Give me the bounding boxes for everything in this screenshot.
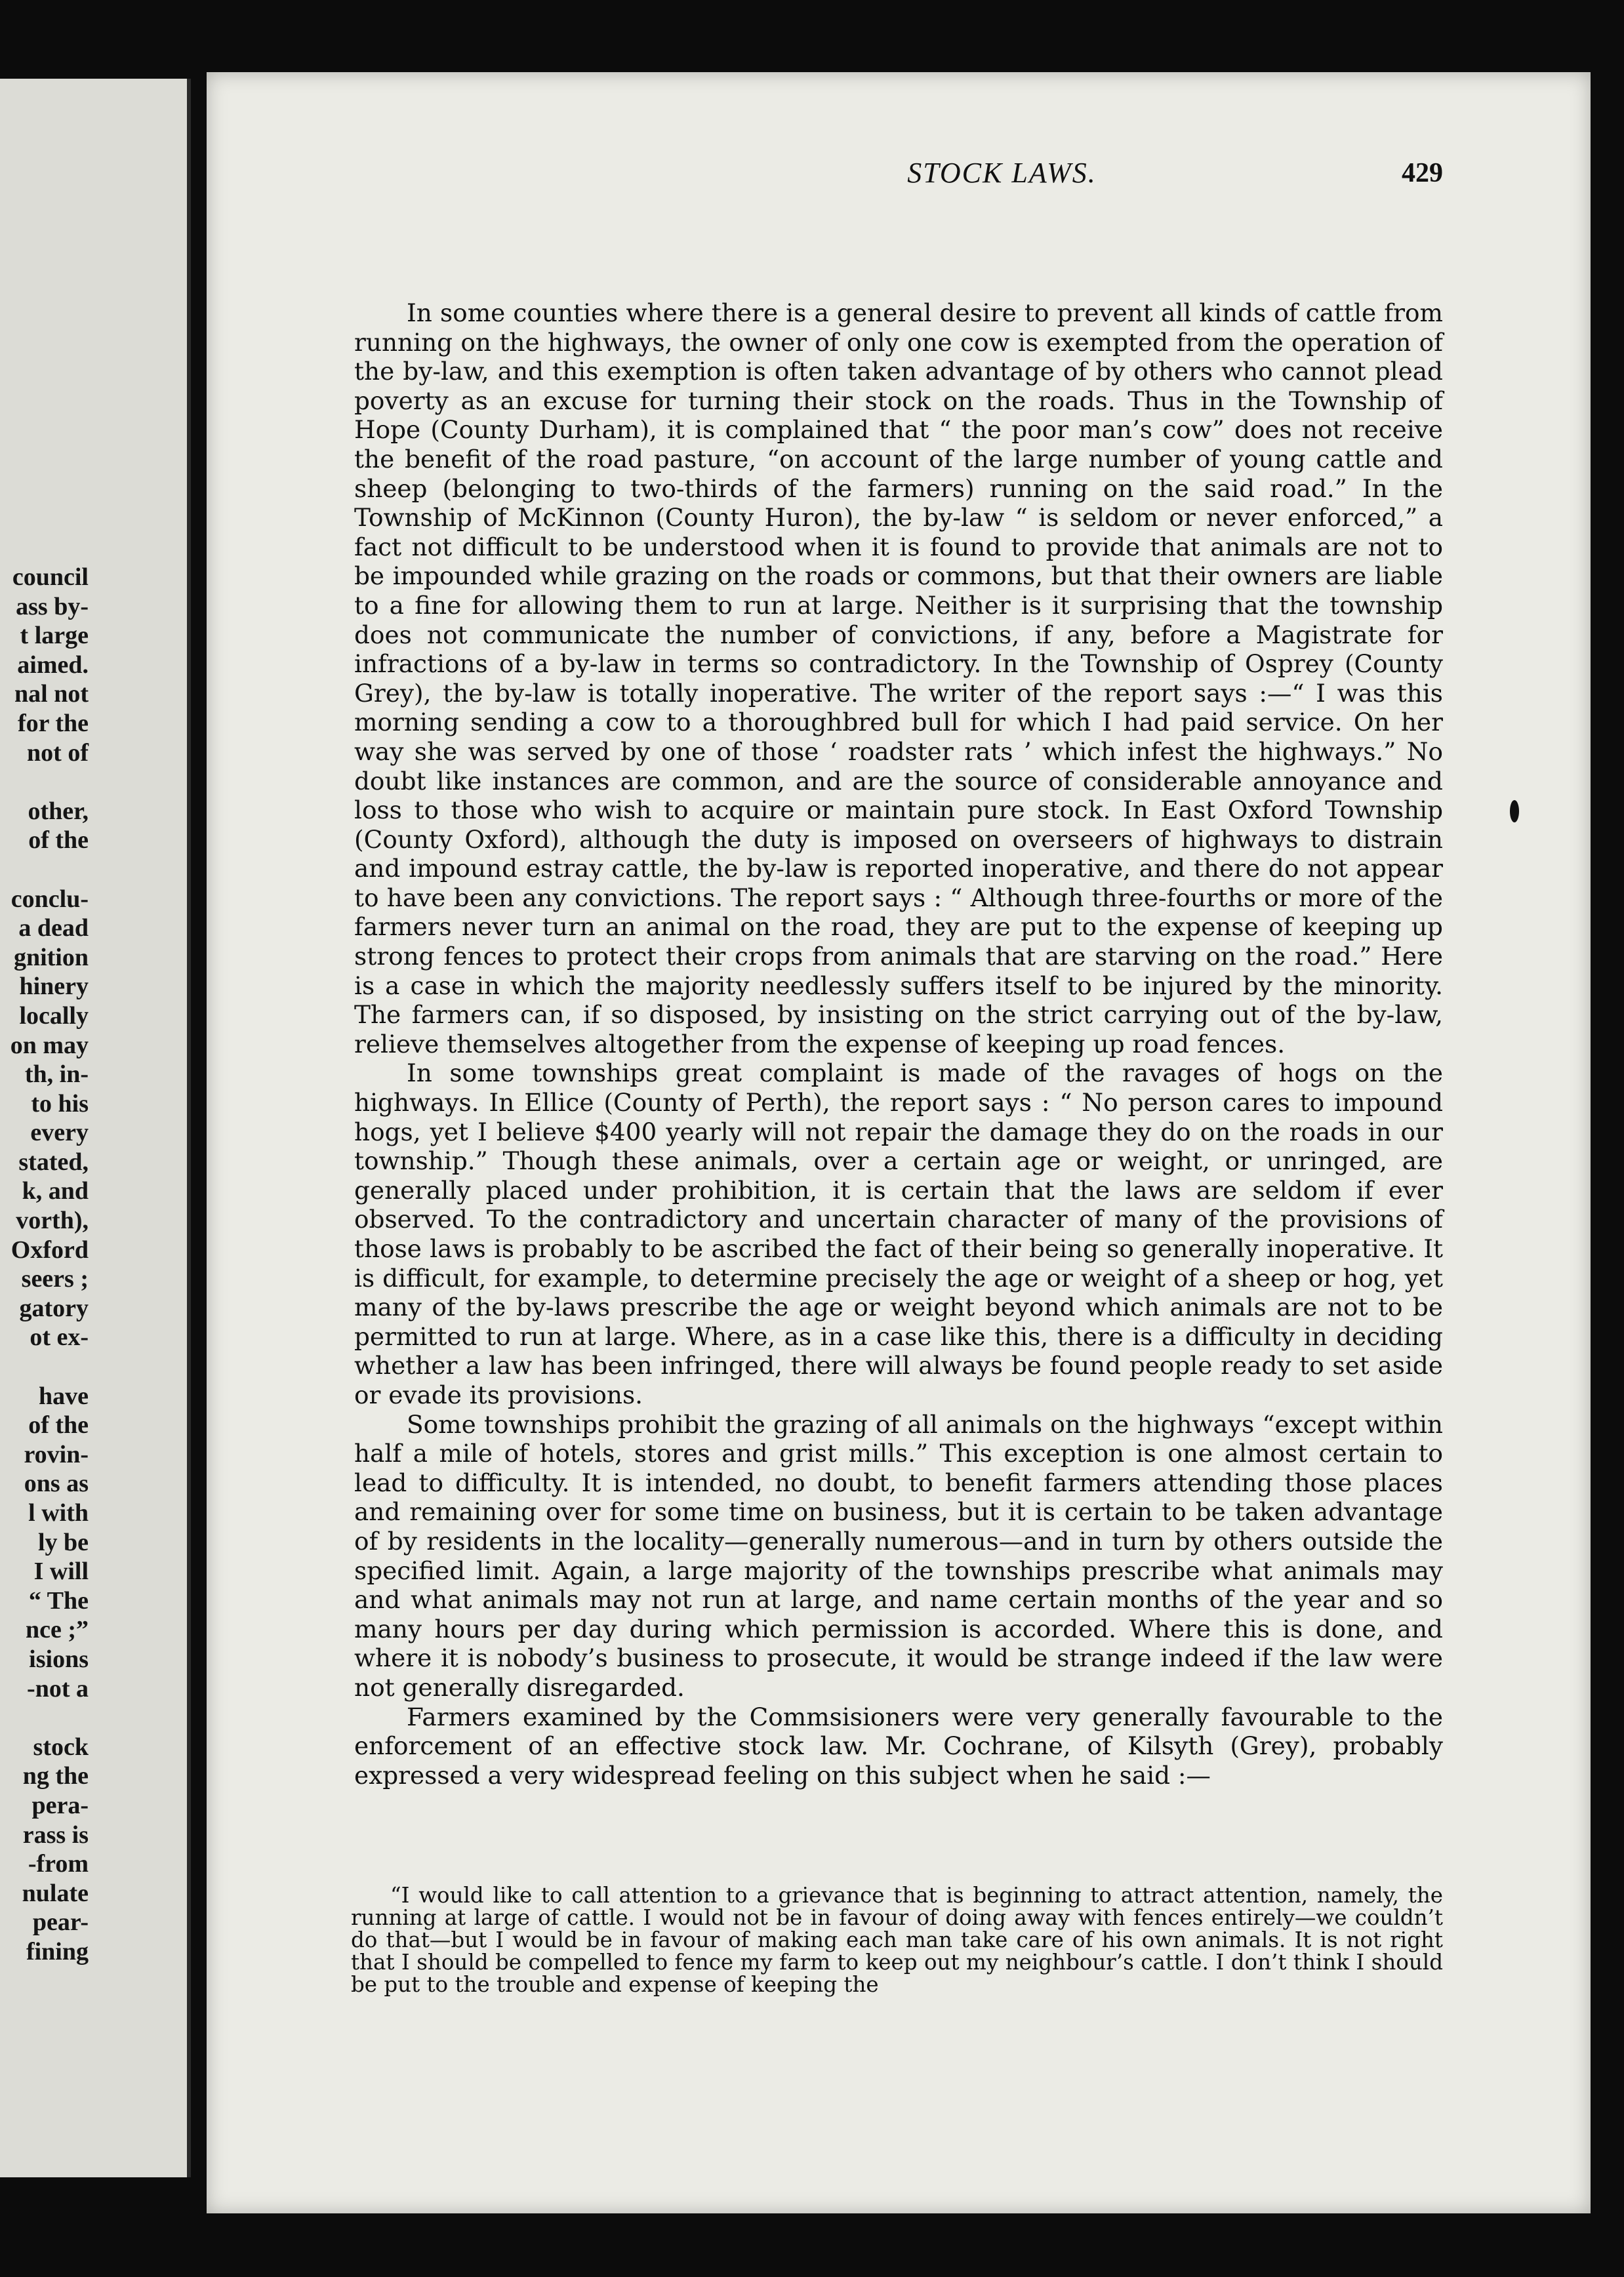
left-line: for the bbox=[18, 709, 89, 737]
left-line: aimed. bbox=[17, 651, 89, 679]
left-line: fining bbox=[26, 1937, 89, 1965]
left-line: ng the bbox=[22, 1762, 89, 1790]
paragraph: Farmers examined by the Commsisioners were very generally favourable to the enforcement of an effective stock law. Mr. Cochrane, of Kilsyth (Grey), probably expressed a very widespread feeling on this subject when he said :— bbox=[354, 1702, 1443, 1790]
left-line: I will bbox=[33, 1558, 89, 1586]
left-line: have bbox=[39, 1382, 89, 1410]
quote-text: “I would like to call attention to a grievance that is beginning to attract attention, namely, the running at large of cattle. I would not be in favour of doing away with fences entirely—we couldn’t do that—but I would be in favour of making each man take care of his own animals. It is not right that I should be compelled to fence my farm to keep out my neighbour’s cattle. I don’t think I should be put to the trouble and expense of keeping the bbox=[351, 1883, 1443, 1997]
left-page-fragment bbox=[0, 79, 191, 2177]
left-line: “ The bbox=[28, 1586, 89, 1615]
left-line: on may bbox=[10, 1031, 89, 1059]
left-line bbox=[0, 1352, 89, 1382]
left-page-text bbox=[0, 79, 89, 1967]
left-line: t large bbox=[20, 622, 89, 650]
block-quote bbox=[351, 1884, 1443, 1996]
left-line: hinery bbox=[19, 973, 89, 1001]
left-line bbox=[0, 1703, 89, 1733]
left-line bbox=[0, 855, 89, 885]
left-line: conclu- bbox=[10, 885, 89, 913]
left-line: -from bbox=[28, 1850, 89, 1878]
left-line: gatory bbox=[19, 1294, 89, 1322]
left-line: gnition bbox=[13, 943, 89, 971]
left-line: Oxford bbox=[10, 1236, 89, 1264]
left-line: rovin- bbox=[24, 1440, 89, 1468]
left-line: of the bbox=[28, 1411, 89, 1440]
left-line: locally bbox=[19, 1001, 89, 1030]
left-line: ot ex- bbox=[30, 1323, 89, 1352]
left-line: ass by- bbox=[16, 592, 89, 620]
left-line: to his bbox=[31, 1089, 89, 1118]
left-line: nal not bbox=[14, 680, 89, 708]
left-line: pear- bbox=[32, 1908, 89, 1937]
left-line: isions bbox=[29, 1645, 89, 1673]
left-line: rass is bbox=[22, 1821, 89, 1849]
left-line: pera- bbox=[31, 1791, 89, 1819]
left-line: k, and bbox=[22, 1177, 89, 1205]
left-line: of the bbox=[28, 826, 89, 855]
left-line: stock bbox=[33, 1733, 89, 1761]
paragraph: Some townships prohibit the grazing of all animals on the highways “except within half a mile of hotels, stores and grist mills.” This exception is one almost certain to lead to difficulty. It is intended, no doubt, to benefit farmers attending those places and remaining over for some time on business, but it is certain to be taken advantage of by residents in the locality—generally numerous—and in turn by others outside the specified limit. Again, a large majority of the townships prescribe what animals may and what animals may not run at large, and name certain months of the year and so many hours per day during which permission is accorded. Where this is done, and where it is nobody’s business to prosecute, it would be strange indeed if the law were not generally disregarded. bbox=[354, 1409, 1443, 1702]
left-line bbox=[0, 767, 89, 797]
left-line: nulate bbox=[22, 1879, 89, 1907]
paragraph: In some townships great complaint is made of the ravages of hogs on the highways. In Ellice (County of Perth), the report says : “ No person cares to impound hogs, yet I believe $400 yearly will not repair the damage they do on the roads in our township.” Though these animals, over a certain age or weight, or unringed, are generally placed under prohibition, it is certain that the laws are seldom if ever observed. To the contradictory and uncertain character of many of the provisions of those laws is probably to be ascribed the fact of their being so generally inoperative. It is difficult, for example, to determine precisely the age or weight of a sheep or hog, yet many of the by-laws prescribe the age or weight beyond which animals are not to be permitted to run at large. Where, as in a case like this, there is a difficulty in deciding whether a law has been infringed, there will always be found people ready to set aside or evade its provisions. bbox=[354, 1058, 1443, 1409]
left-line: l with bbox=[28, 1499, 89, 1527]
left-line: -not a bbox=[27, 1674, 89, 1703]
left-line: vorth), bbox=[16, 1207, 89, 1235]
left-line: stated, bbox=[18, 1148, 89, 1176]
left-line: ly be bbox=[37, 1528, 89, 1556]
page-header bbox=[561, 156, 1443, 195]
ink-spot bbox=[1510, 800, 1519, 822]
left-line: ons as bbox=[24, 1470, 89, 1498]
left-line: a dead bbox=[18, 914, 89, 942]
left-line: seers ; bbox=[21, 1265, 89, 1293]
left-line: every bbox=[30, 1119, 89, 1147]
left-line: th, in- bbox=[24, 1060, 89, 1089]
body-text bbox=[354, 298, 1443, 1790]
left-line: not of bbox=[27, 738, 89, 767]
running-head: STOCK LAWS. bbox=[907, 157, 1097, 189]
left-line: nce ;” bbox=[25, 1616, 89, 1644]
left-line: other, bbox=[28, 797, 89, 825]
page-number: 429 bbox=[1402, 158, 1443, 188]
left-line: council bbox=[12, 563, 89, 591]
paragraph: In some counties where there is a general desire to prevent all kinds of cattle from running on the highways, the owner of only one cow is exempted from the operation of the by-law, and this exemption is often taken advantage of by others who cannot plead poverty as an excuse for turning their stock on the roads. Thus in the Township of Hope (County Durham), it is complained that “ the poor man’s cow” does not receive the benefit of the road pasture, “on account of the large number of young cattle and sheep (belonging to two-thirds of the farmers) running on the said road.” In the Township of McKinnon (County Huron), the by-law “ is seldom or never enforced,” a fact not difficult to be understood when it is found to provide that animals are not to be impounded while grazing on the roads or commons, but that their owners are liable to a fine for allowing them to run at large. Neither is it surprising that the township does not communicate the number of convictions, if any, before a Magistrate for infractions of a by-law in terms so contradictory. In the Township of Osprey (County Grey), the by-law is totally inoperative. The writer of the report says :—“ I was this morning sending a cow to a thoroughbred bull for which I had paid service. On her way she was served by one of those ‘ roadster rats ’ which infest the highways.” No doubt like instances are common, and are the source of considerable annoyance and loss to those who wish to acquire or maintain pure stock. In East Oxford Township (County Oxford), although the duty is imposed on overseers of highways to distrain and impound estray cattle, the by-law is reported inoperative, and there do not appear to have been any convictions. The report says : “ Although three-fourths or more of the farmers never turn an animal on the road, they are put to the expense of keeping up strong fences to protect their crops from animals that are starving on the road.” Here is a case in which the majority needlessly suffers itself to be injured by the minority. The farmers can, if so disposed, by insisting on the strict carrying out of the by-law, relieve themselves altogether from the expense of keeping up road fences. bbox=[354, 298, 1443, 1058]
